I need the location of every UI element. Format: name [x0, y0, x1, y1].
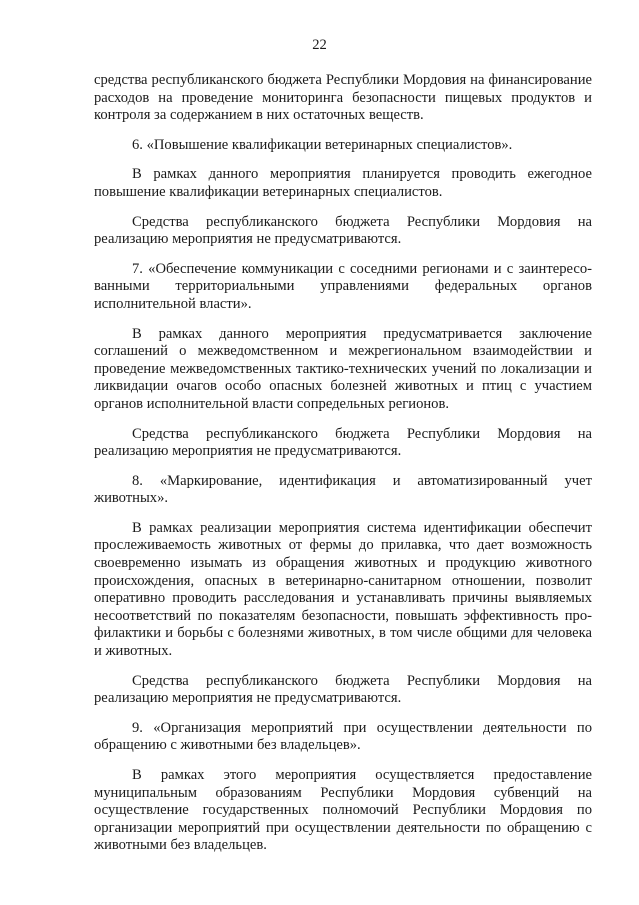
paragraph-measure-7-description: В рамках данного мероприятия предусматривается заключение соглашений о межведомственном и межрегиональном взаимодействии и проведение межведомственных тактико-технических учений по локализации и ликвидации очагов особо опасных болезней животных и птиц с участием органов исполнительной власти сопредельных регионов.	[94, 325, 592, 412]
document-body	[94, 72, 592, 867]
paragraph-measure-6-funding: Средства республиканского бюджета Республики Мордовия на реализацию мероприятия не предусматриваются.	[94, 213, 592, 248]
measure-heading-8: 8. «Маркирование, идентификация и автоматизированный учет животных».	[94, 472, 592, 507]
page-number: 22	[312, 37, 327, 53]
paragraph-measure-7-funding: Средства республиканского бюджета Республики Мордовия на реализацию мероприятия не предусматриваются.	[94, 425, 592, 460]
paragraph-funding-continuation: средства республиканского бюджета Республики Мордовия на финансирование расходов на проведение мониторинга безопасности пищевых продуктов и контроля за содержанием в них остаточных веществ.	[94, 72, 592, 124]
paragraph-measure-9-description: В рамках этого мероприятия осуществляется предоставление муниципальным образованиям Республики Мордовия субвенций на осуществление государственных полномочий Республики Мордовия по организации мероприятий при осуществлении деятельности по обращению с животными без владельцев.	[94, 767, 592, 854]
measure-heading-6: 6. «Повышение квалификации ветеринарных специалистов».	[132, 136, 513, 153]
paragraph-measure-6-description: В рамках данного мероприятия планируется проводить ежегодное повышение квалификации ветеринарных специалистов.	[94, 166, 592, 200]
paragraph-measure-8-description: В рамках реализации мероприятия система идентификации обеспечит прослеживаемость животных от фермы до прилавка, что дает возможность своевременно изымать из обращения животных и продукцию животного происхождения, опасных в ветеринарно-санитарном отношении, позволит оперативно проводить расследования и устанавливать причины выявляемых несоответствий по показателям безопасности, повышать эффективность профилактики и борьбы с болезнями животных, в том числе общими для человека и животных.	[94, 519, 592, 660]
paragraph-measure-8-funding: Средства республиканского бюджета Республики Мордовия на реализацию мероприятия не предусматриваются.	[94, 672, 592, 707]
measure-heading-9: 9. «Организация мероприятий при осуществлении деятельности по обращению с животными без владельцев».	[94, 719, 592, 754]
measure-heading-7: 7. «Обеспечение коммуникации с соседними регионами и с заинтересованными территориальными управлениями федеральных органов исполнительной власти».	[94, 260, 592, 312]
